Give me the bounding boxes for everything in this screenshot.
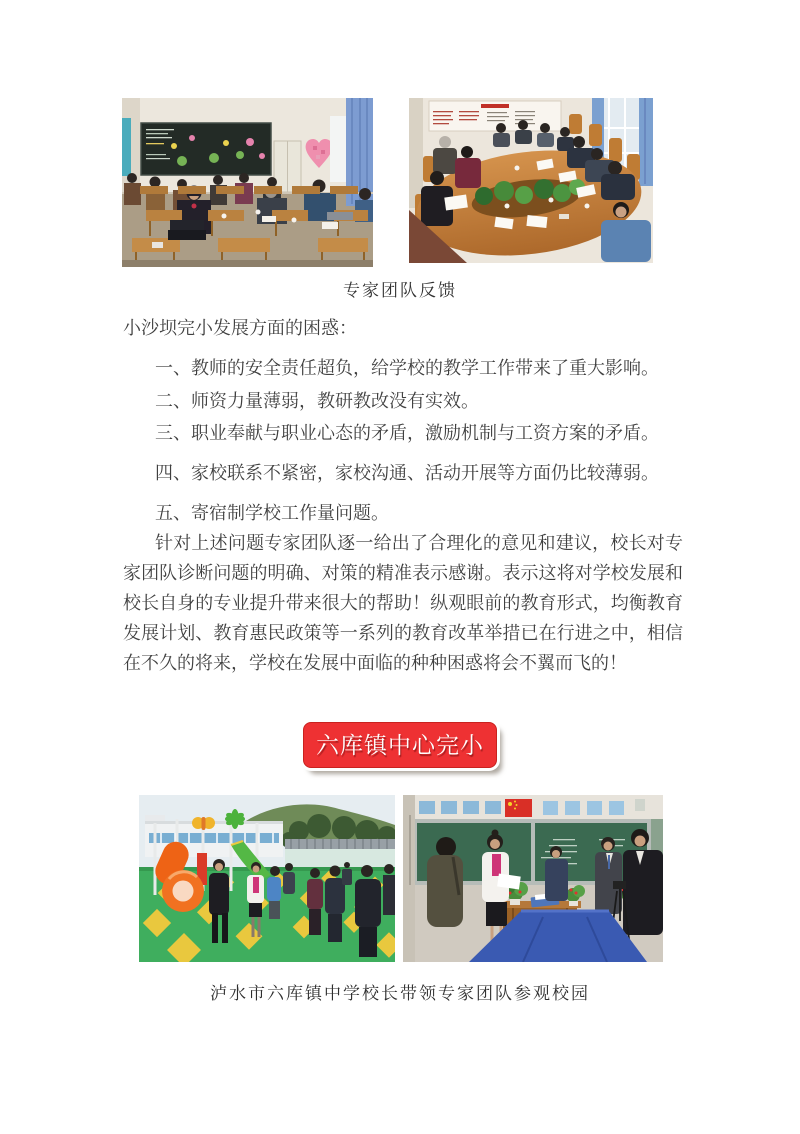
caption-campus-visit: 泸水市六库镇中学校长带领专家团队参观校园: [210, 984, 590, 1003]
photo-classroom-visit: [403, 795, 663, 962]
photo-classroom-feedback: [122, 98, 373, 267]
issue-item-2: 二、师资力量薄弱，教研教改没有实效。: [155, 391, 479, 411]
photo-playground-visit: [139, 795, 395, 962]
intro-line: 小沙坝完小发展方面的困惑：: [123, 318, 357, 338]
issue-item-1: 一、教师的安全责任超负，给学校的教学工作带来了重大影响。: [155, 358, 659, 378]
classroom-feedback-illustration: [122, 98, 373, 267]
classroom-visit-illustration: [403, 795, 663, 962]
body-text: [123, 313, 683, 678]
issue-item-5: 五、寄宿制学校工作量问题。: [155, 503, 389, 523]
issue-item-4: 四、家校联系不紧密，家校沟通、活动开展等方面仍比较薄弱。: [155, 463, 659, 483]
photo-conference-discussion: [409, 98, 653, 263]
conference-discussion-illustration: [409, 98, 653, 263]
closing-paragraph: 针对上述问题专家团队逐一给出了合理化的意见和建议，校长对专家团队诊断问题的明确、对策的精准表示感谢。表示这将对学校发展和校长自身的专业提升带来很大的帮助！纵观眼前的教育形式，均衡教育发展计划、教育惠民政策等一系列的教育改革举措已在行进之中，相信在不久的将来，学校在发展中面临的种种困惑将会不翼而飞的！: [123, 533, 683, 673]
playground-visit-illustration: [139, 795, 395, 962]
school-section-banner: 六库镇中心完小: [303, 722, 497, 768]
issue-item-3: 三、职业奉献与职业心态的矛盾，激励机制与工资方案的矛盾。: [155, 423, 659, 443]
caption-feedback: 专家团队反馈: [343, 281, 457, 300]
